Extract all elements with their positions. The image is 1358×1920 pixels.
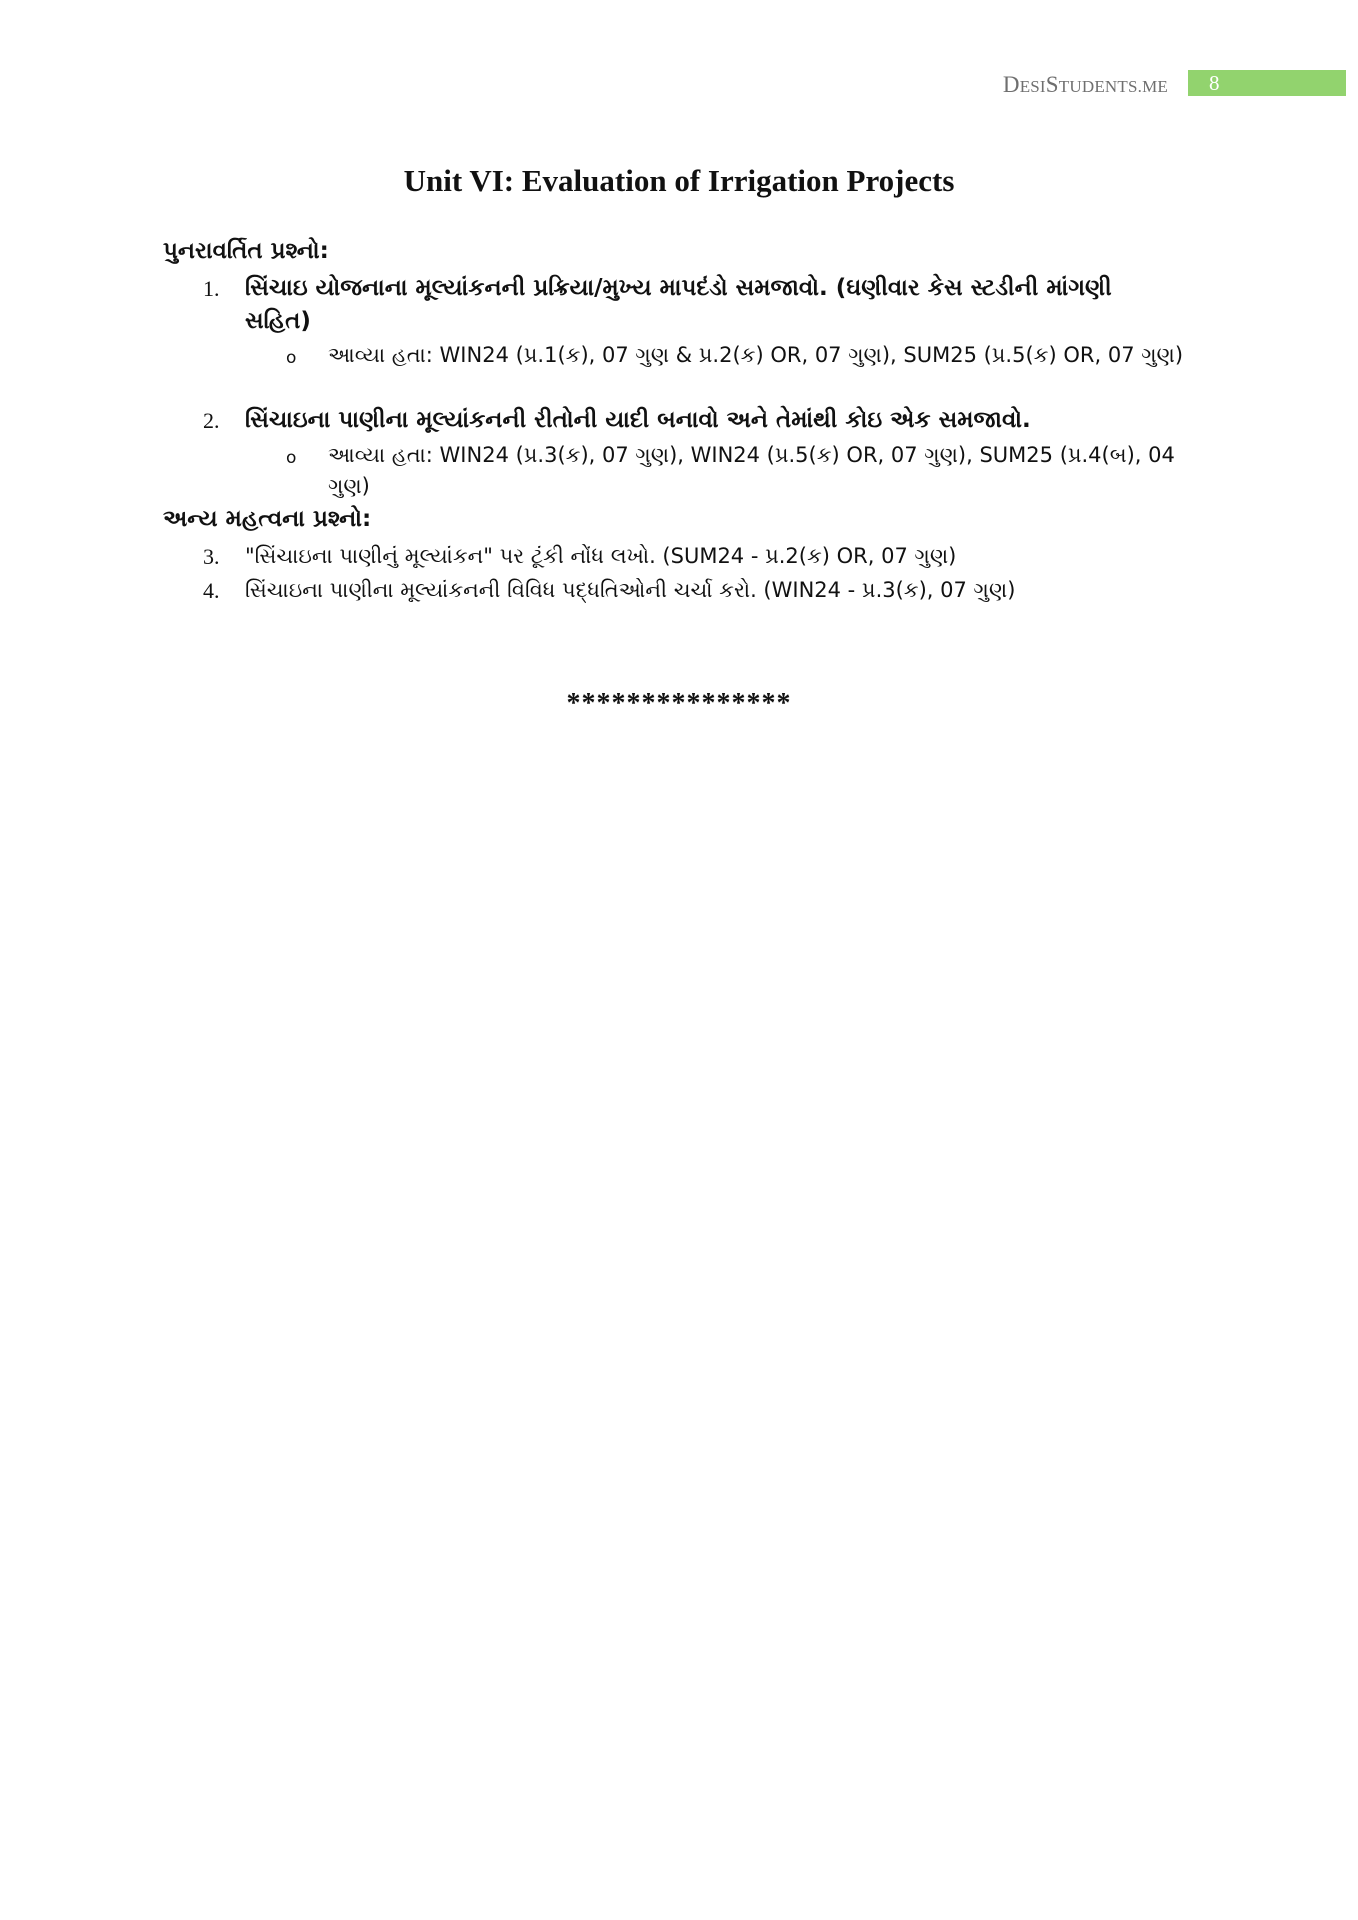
page-number: 8	[1209, 71, 1220, 95]
page-title: Unit VI: Evaluation of Irrigation Projects	[403, 163, 955, 198]
page-number-badge	[1188, 70, 1346, 96]
bullet-icon: o	[286, 448, 297, 468]
asked-in-text: આવ્યા હતા: WIN24 (પ્ર.1(ક), 07 ગુણ & પ્ર.2(ક) OR, 07 ગુણ), SUM25 (પ્ર.5(ક) OR, 07 ગુણ)	[328, 343, 1184, 367]
section-heading-repeated: પુનરાવર્તિત પ્રશ્નો:	[163, 238, 329, 264]
question-text: સિંચાઇના પાણીના મૂલ્યાંકનની રીતોની યાદી બનાવો અને તેમાંથી કોઇ એક સમજાવો.	[245, 407, 1031, 433]
question-text: સિંચાઇ યોજનાના મૂલ્યાંકનની પ્રક્રિયા/મુખ્ય માપદંડો સમજાવો. (ઘણીવાર કેસ સ્ટડીની માંગણી સહિત)	[245, 275, 1112, 334]
question-text: સિંચાઇના પાણીના મૂલ્યાંકનની વિવિધ પદ્ધતિઓની ચર્ચા કરો. (WIN24 - પ્ર.3(ક), 07 ગુણ)	[245, 578, 1016, 602]
site-name: DESISTUDENTS.ME	[1002, 72, 1168, 97]
question-number: 4.	[203, 578, 220, 603]
section-separator: ***************	[566, 688, 792, 719]
asked-in-text: આવ્યા હતા: WIN24 (પ્ર.3(ક), 07 ગુણ), WIN24 (પ્ર.5(ક) OR, 07 ગુણ), SUM25 (પ્ર.4(બ), 04 ગુણ)	[328, 443, 1175, 498]
bullet-icon: o	[286, 348, 297, 368]
question-number: 3.	[203, 544, 220, 569]
page-header	[0, 70, 1358, 96]
question-text: "સિંચાઇના પાણીનું મૂલ્યાંકન" પર ટૂંકી નોંધ લખો. (SUM24 - પ્ર.2(ક) OR, 07 ગુણ)	[245, 544, 957, 568]
section-heading-other: અન્ય મહત્વના પ્રશ્નો:	[163, 506, 372, 532]
question-number: 1.	[203, 276, 220, 301]
question-number: 2.	[203, 408, 220, 433]
